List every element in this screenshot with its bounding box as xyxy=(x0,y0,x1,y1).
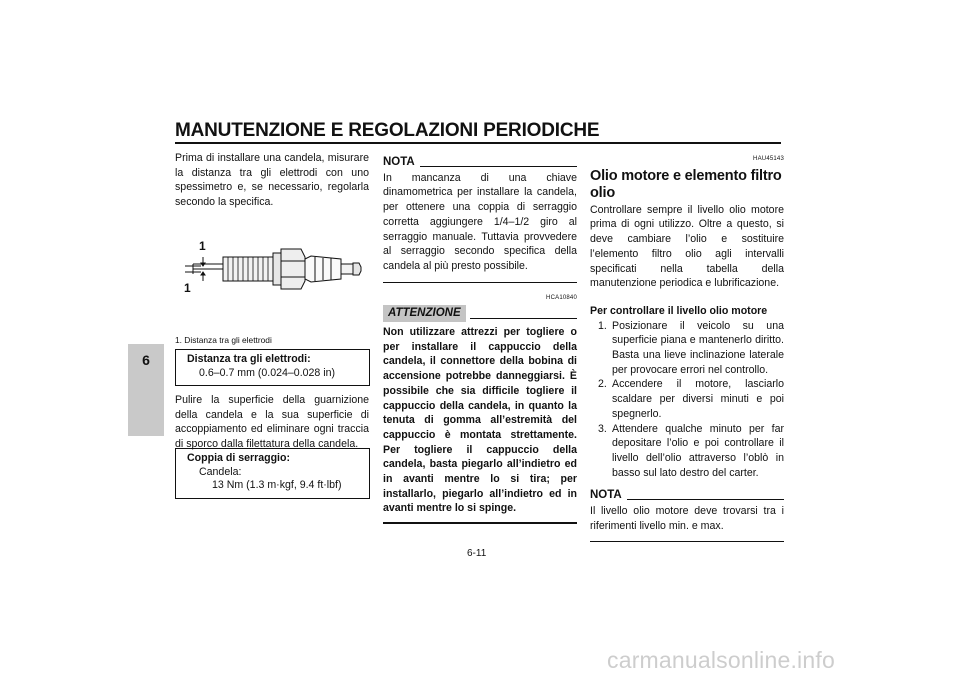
clean-text: Pulire la superficie della guarnizione della candela e la sua superficie di accoppiamento ed eliminare ogni traccia di sporco dalla filettatura della candela. xyxy=(175,394,369,451)
column-3 xyxy=(590,152,784,542)
nota-rule xyxy=(420,166,577,167)
column-1 xyxy=(175,151,369,210)
nota-label: NOTA xyxy=(590,489,622,502)
list-item: 3. Attendere qualche minuto per far depositare l’olio e poi controllare il livello dell’olio attraverso l’oblò in basso sul lato destro del carter. xyxy=(598,422,784,479)
nota-heading xyxy=(590,488,784,503)
nota-rule xyxy=(627,499,784,500)
list-item: 2. Accendere il motore, lasciarlo scaldare per diversi minuti e poi spegnerlo. xyxy=(598,378,784,420)
oil-check-subheading: Per controllare il livello olio motore xyxy=(590,304,768,317)
column-2 xyxy=(383,155,577,524)
section-intro: Controllare sempre il livello olio motore prima di ogni utilizzo. Oltre a questo, si deve cambiare l’olio e sostituire l’elemento filtro olio agli intervalli specificati nella tabella della manutenzione periodica e lubrificazione. xyxy=(590,203,784,290)
attention-text: Non utilizzare attrezzi per togliere o per installare il cappuccio della candela, il connettore della bobina di accensione potrebbe danneggiarsi. È possibile che sia difficile togliere il cappuccio della candela, in quanto la tenuta di gomma all’estremità del cappuccio è montata strettamente. Per togliere il cappuccio della candela, basta piegarlo all’indietro ed in avanti mentre lo si tira; per installarlo, piegarlo all’indietro ed in avanti mentre lo si spinge. xyxy=(383,326,577,515)
spark-plug-figure xyxy=(183,239,363,297)
page-number: 6-11 xyxy=(467,548,487,559)
nota-end-rule xyxy=(590,541,784,542)
section-code: HAU45143 xyxy=(753,156,784,162)
attention-rule xyxy=(470,318,577,319)
attention-label: ATTENZIONE xyxy=(383,305,466,322)
nota-heading xyxy=(383,155,577,170)
chapter-tab-number: 6 xyxy=(142,352,150,368)
attention-code: HCA10840 xyxy=(546,294,577,301)
list-item: 1. Posizionare il veicolo su una superficie piana e mantenerlo diritto. Basta una lieve inclinazione laterale per provocare errori nel controllo. xyxy=(598,319,784,376)
figure-label-bottom: 1 xyxy=(184,281,191,295)
watermark: carmanualsonline.info xyxy=(607,647,835,673)
figure-caption: 1. Distanza tra gli elettrodi xyxy=(175,335,272,345)
gap-spec-box xyxy=(175,349,370,386)
header-rule xyxy=(175,142,781,144)
torque-spec-box xyxy=(175,448,370,499)
torque-spec-item: Candela: xyxy=(199,465,242,478)
clean-instructions xyxy=(175,393,369,452)
attention-end-rule xyxy=(383,522,577,524)
spark-plug-intro: Prima di installare una candela, misurare la distanza tra gli elettrodi con uno spessimetro e, se necessario, regolarla secondo la specifica. xyxy=(175,152,369,209)
attention-heading xyxy=(383,305,577,322)
gap-spec-value: 0.6–0.7 mm (0.024–0.028 in) xyxy=(199,366,336,379)
torque-spec-value: 13 Nm (1.3 m·kgf, 9.4 ft·lbf) xyxy=(212,479,342,491)
nota-text: Il livello olio motore deve trovarsi tra i riferimenti livello min. e max. xyxy=(590,505,784,532)
oil-check-steps xyxy=(590,319,784,481)
section-heading: Olio motore e elemento filtro olio xyxy=(590,167,782,201)
spark-plug-icon xyxy=(183,239,363,297)
page-title: MANUTENZIONE E REGOLAZIONI PERIODICHE xyxy=(175,120,600,141)
nota-label: NOTA xyxy=(383,156,415,168)
figure-label-top: 1 xyxy=(199,239,206,253)
gap-spec-title: Distanza tra gli elettrodi: xyxy=(187,353,311,365)
nota-end-rule xyxy=(383,282,577,283)
torque-spec-title: Coppia di serraggio: xyxy=(187,452,291,464)
nota-text: In mancanza di una chiave dinamometrica per installare la candela, per ottenere una coppia di serraggio corretta aggiungere 1/4–1/2 giro al serraggio manuale. Tuttavia provvedere al serraggio secondo specifica della candela al più presto possibile. xyxy=(383,171,577,272)
